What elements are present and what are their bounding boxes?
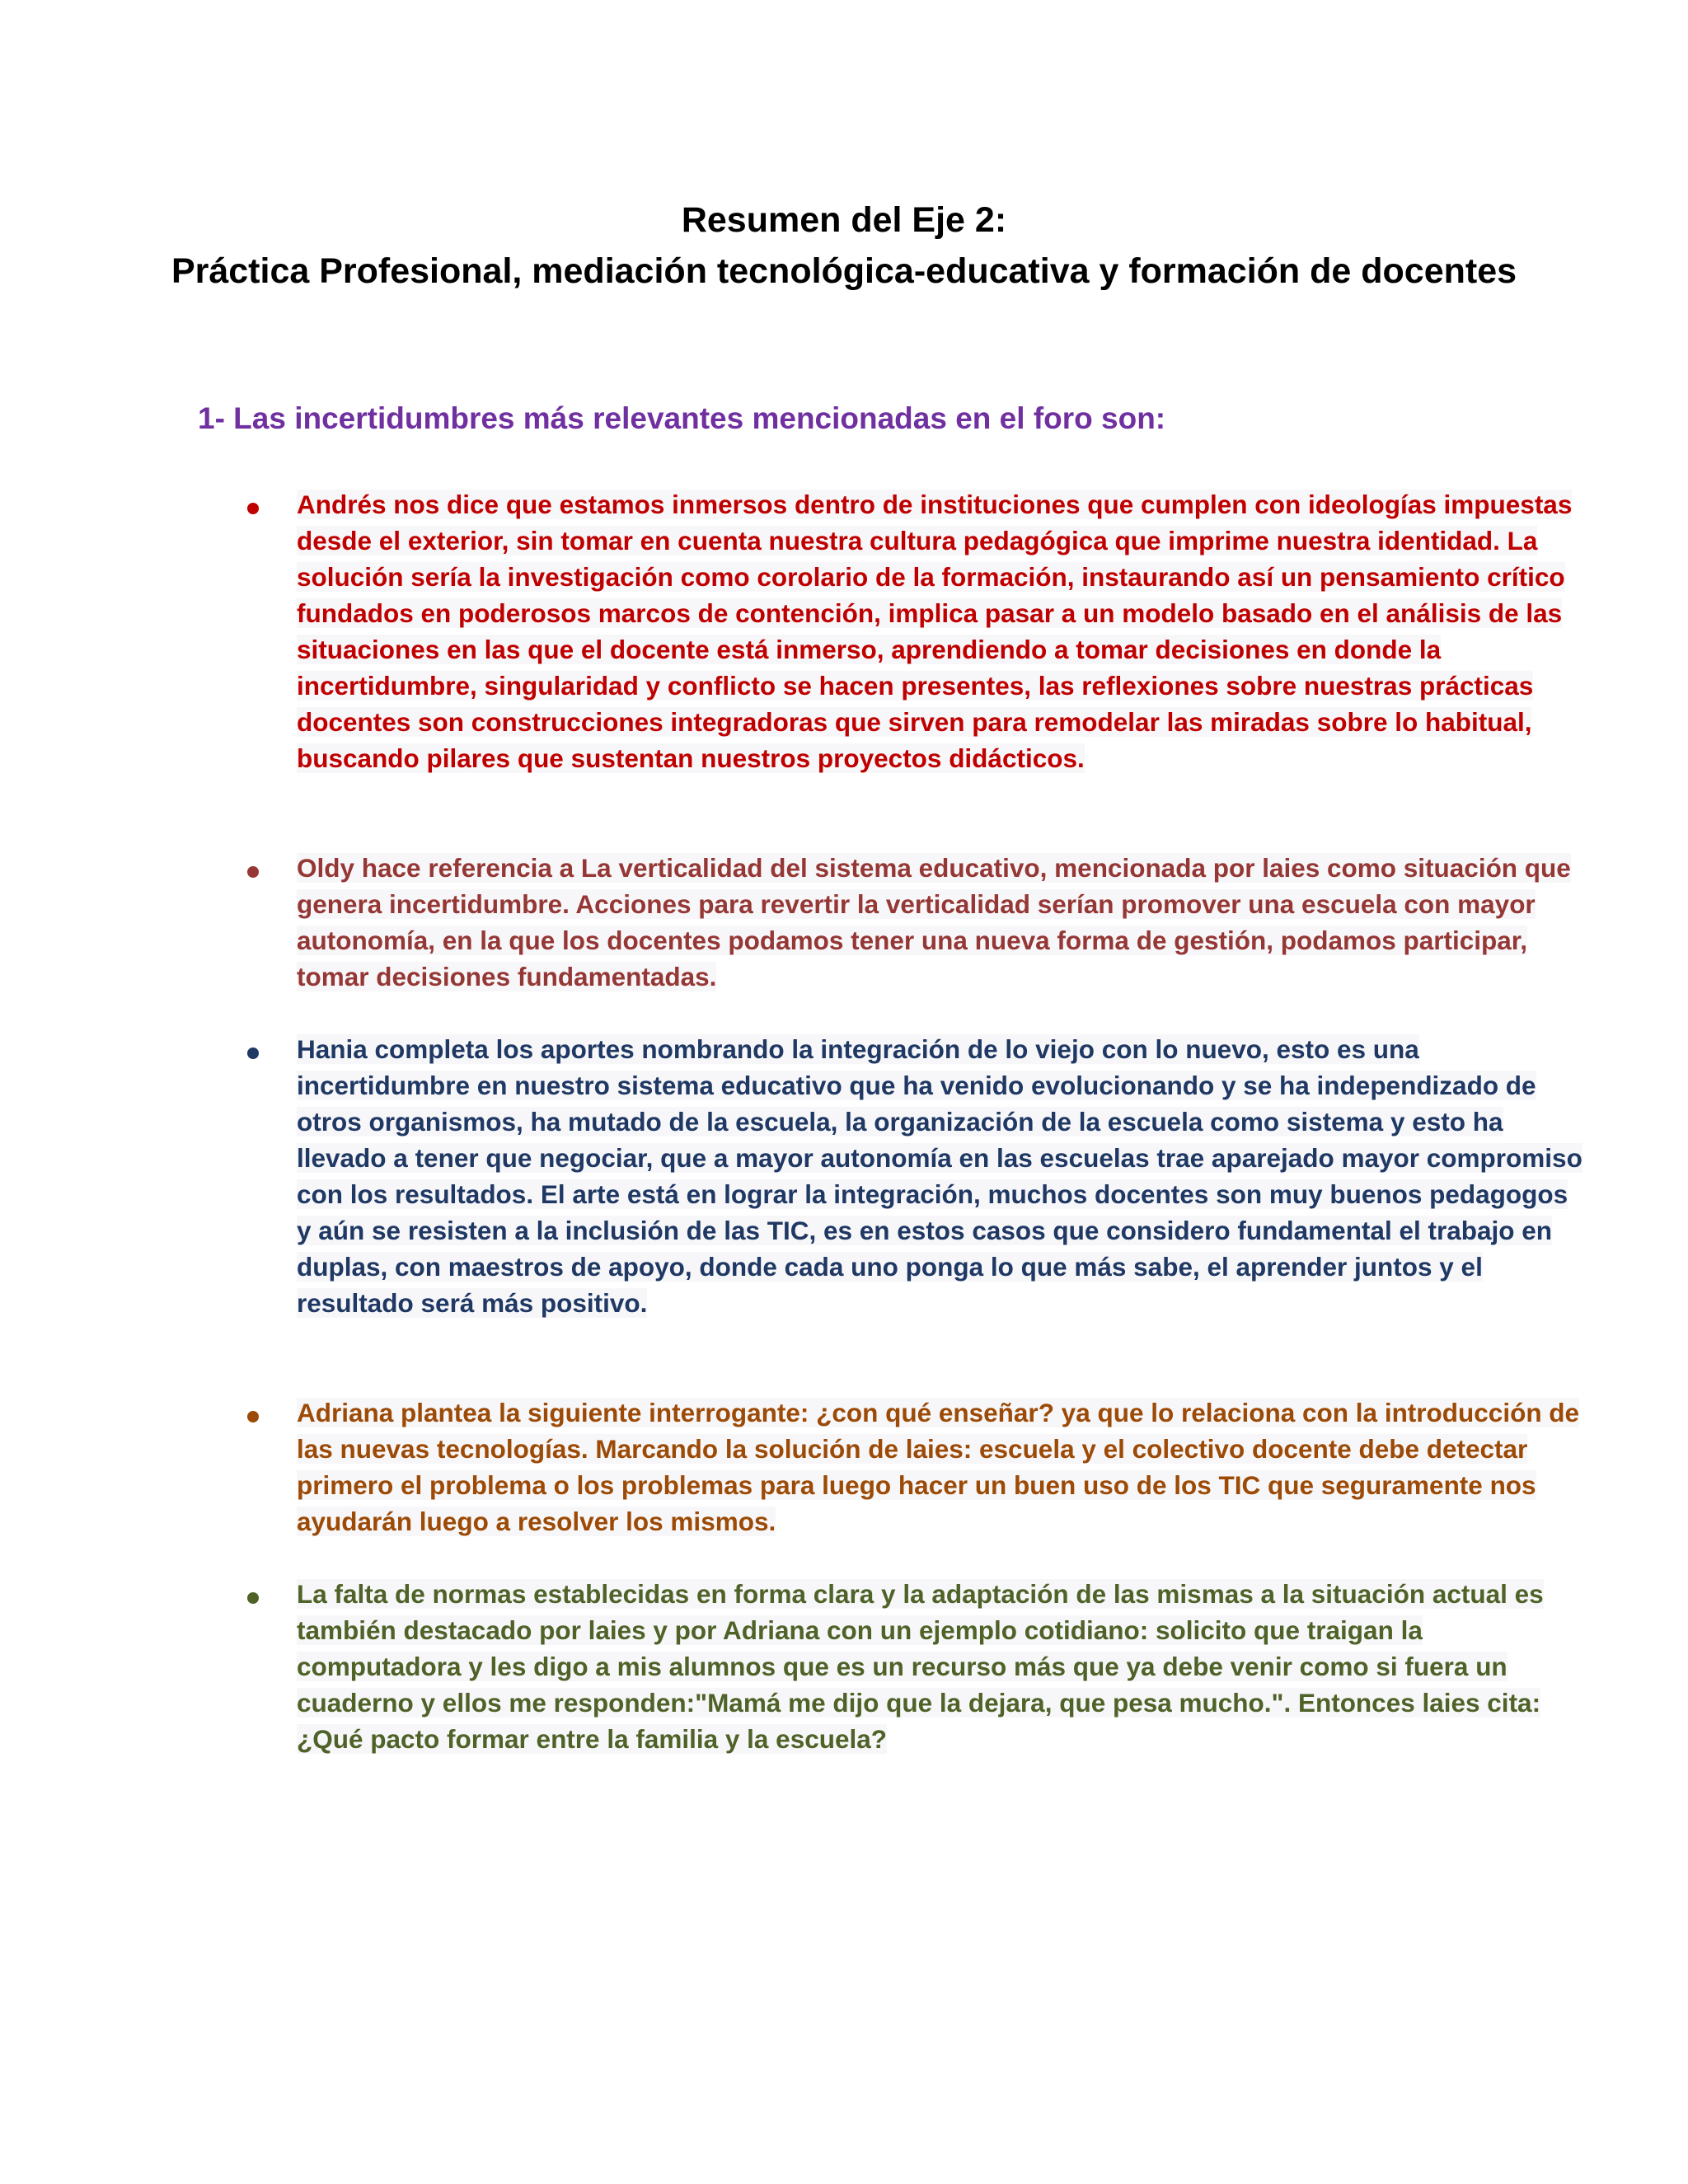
list-item-text: Adriana plantea la siguiente interrogante: ¿con qué enseñar? ya que lo relaciona con la introducción de las nuevas tecnologías. Marcando la solución de laies: escuela y el colectivo docente debe detectar primero el problema o los problemas para luego hacer un buen uso de los TIC que seguramente nos ayudarán luego a resolver los mismos. xyxy=(297,1398,1580,1536)
list-item-text: Hania completa los aportes nombrando la integración de lo viejo con lo nuevo, esto es una incertidumbre en nuestro sistema educativo que ha venido evolucionando y se ha independizado de otros organismos, ha mutado de la escuela, la organización de la escuela como sistema y esto ha llevado a tener que negociar, que a mayor autonomía en las escuelas trae aparejado mayor compromiso con los resultados. El arte está en lograr la integración, muchos docentes son muy buenos pedagogos y aún se resisten a la inclusión de las TIC, es en estos casos que considero fundamental el trabajo en duplas, con maestros de apoyo, donde cada uno ponga lo que más sabe, el aprender juntos y el resultado será más positivo. xyxy=(297,1034,1582,1318)
bullet-icon xyxy=(247,1592,259,1604)
bullet-icon xyxy=(247,1411,259,1422)
section-heading: 1- Las incertidumbres más relevantes mencionadas en el foro son: xyxy=(198,401,1166,435)
bullet-icon xyxy=(247,866,259,878)
bullet-icon xyxy=(247,1047,259,1059)
bullet-icon xyxy=(247,503,259,514)
list-item-text: Andrés nos dice que estamos inmersos dentro de instituciones que cumplen con ideologías impuestas desde el exterior, sin tomar en cuenta nuestra cultura pedagógica que imprime nuestra identidad. La solución sería la investigación como corolario de la formación, instaurando así un pensamiento crítico fundados en poderosos marcos de contención, implica pasar a un modelo basado en el análisis de las situaciones en las que el docente está inmerso, aprendiendo a tomar decisiones en donde la incertidumbre, singularidad y conflicto se hacen presentes, las reflexiones sobre nuestras prácticas docentes son construcciones integradoras que sirven para remodelar las miradas sobre lo habitual, buscando pilares que sustentan nuestros proyectos didácticos. xyxy=(297,490,1573,773)
document-title xyxy=(165,194,1523,297)
title-line-1: Resumen del Eje 2: xyxy=(681,200,1007,240)
list-item-text: La falta de normas establecidas en forma clara y la adaptación de las mismas a la situación actual es también destacado por laies y por Adriana con un ejemplo cotidiano: solicito que traigan la computadora y les digo a mis alumnos que es un recurso más que ya debe venir como si fuera un cuaderno y ellos me responden:"Mamá me dijo que la dejara, que pesa mucho.". Entonces laies cita: ¿Qué pacto formar entre la familia y la escuela? xyxy=(297,1579,1544,1754)
list-item-text: Oldy hace referencia a La verticalidad del sistema educativo, mencionada por laies como situación que genera incertidumbre. Acciones para revertir la verticalidad serían promover una escuela con mayor autonomía, en la que los docentes podamos tener una nueva forma de gestión, podamos participar, tomar decisiones fundamentadas. xyxy=(297,853,1571,991)
title-line-2: Práctica Profesional, mediación tecnológica-educativa y formación de docentes xyxy=(171,251,1517,291)
